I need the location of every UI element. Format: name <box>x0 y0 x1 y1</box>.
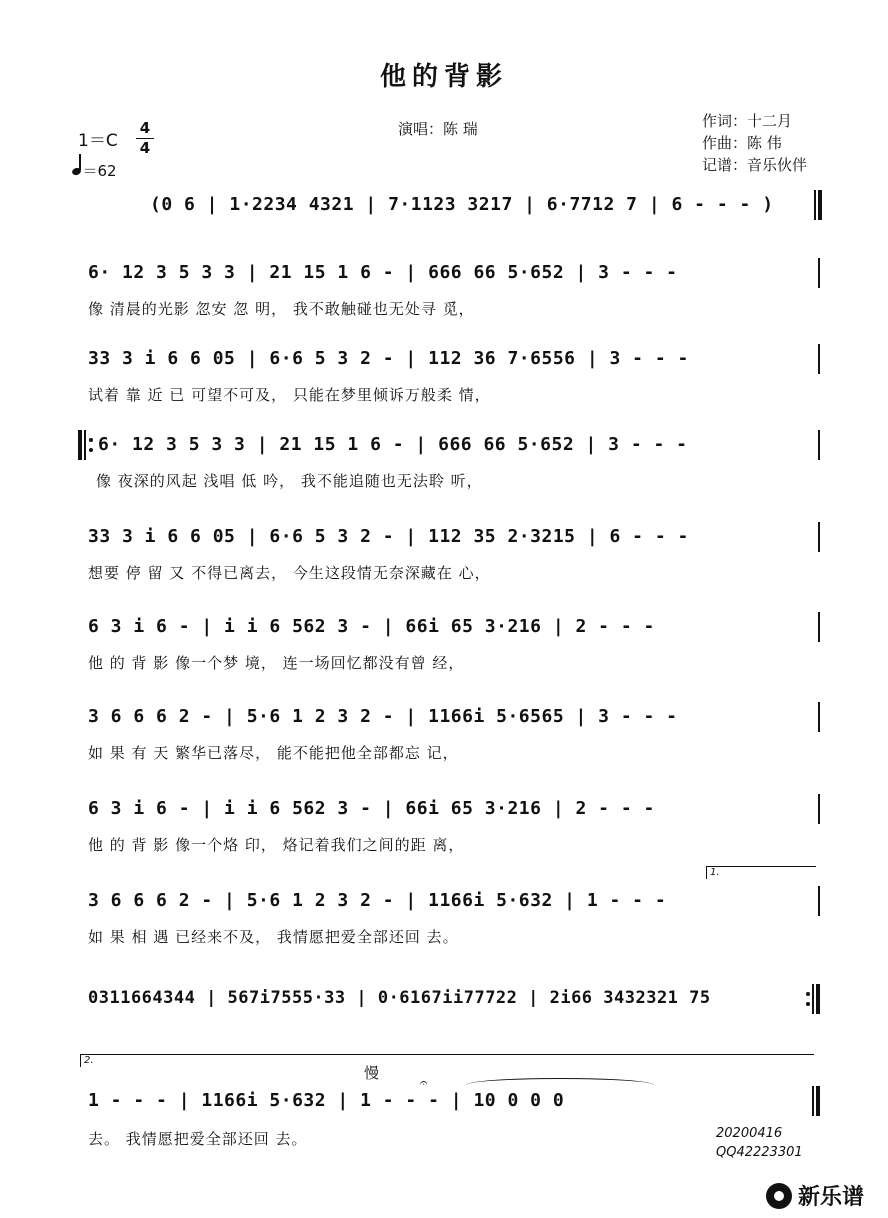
fermata-icon: 𝄐 <box>420 1076 428 1091</box>
lyrics-line-8: 如 果 相 遇 已经来不及， 我情愿把爱全部还回 去。 <box>88 928 459 946</box>
transcriber-credit: 记谱：音乐伙伴 <box>702 156 808 174</box>
notes-line-7: 6 3 i 6 - | i i 6 562 3 - | 66i 65 3·216 | 2 - - - <box>88 798 655 819</box>
tempo-slow-mark: 慢 <box>364 1064 380 1082</box>
notes-line-3: 6· 12 3 5 3 3 | 21 15 1 6 - | 666 66 5·652 | 3 - - - <box>98 434 688 455</box>
notes-line-9: 0311664344 | 567i7555·33 | 0·6167ii77722 | 2i66 3432321 75 <box>88 988 711 1008</box>
notes-line-4: 33 3 i 6 6 05 | 6·6 5 3 2 - | 112 35 2·3215 | 6 - - - <box>88 526 689 547</box>
lyrics-line-6: 如 果 有 天 繁华已落尽， 能不能把他全部都忘 记， <box>88 744 459 762</box>
notes-line-2: 33 3 i 6 6 05 | 6·6 5 3 2 - | 112 36 7·6556 | 3 - - - <box>88 348 689 369</box>
tempo-value: ＝62 <box>82 162 117 180</box>
singer-credit: 演唱：陈 瑞 <box>398 120 478 138</box>
lyrics-line-10: 去。 我情愿把爱全部还回 去。 <box>88 1130 308 1148</box>
lyrics-line-2: 试着 靠 近 已 可望不可及， 只能在梦里倾诉万般柔 情， <box>88 386 491 404</box>
volta-2: 2. <box>80 1054 814 1067</box>
lyrics-line-1: 像 清晨的光影 忽安 忽 明， 我不敢触碰也无处寻 觅， <box>88 300 475 318</box>
volta-1: 1. <box>706 866 816 879</box>
notes-line-10: 1 - - - | 1166i 5·632 | 1 - - - | 10 0 0 0 <box>88 1090 565 1111</box>
brand-name: 新乐谱 <box>798 1185 865 1210</box>
time-signature <box>136 120 154 157</box>
page-title: 他的背影 <box>379 62 508 92</box>
tempo-marking <box>72 160 117 181</box>
notes-line-5: 6 3 i 6 - | i i 6 562 3 - | 66i 65 3·216 | 2 - - - <box>88 616 655 637</box>
music-disc-icon <box>766 1183 792 1209</box>
lyrics-line-7: 他 的 背 影 像一个烙 印， 烙记着我们之间的距 离， <box>88 836 465 854</box>
transcriber-qq: QQ42223301 <box>716 1145 803 1160</box>
notes-line-0: (0 6 | 1·2234 4321 | 7·1123 3217 | 6·7712 7 | 6 - - - ) <box>150 194 774 215</box>
composer-credit: 作曲：陈 伟 <box>702 134 782 152</box>
notes-line-8: 3 6 6 6 2 - | 5·6 1 2 3 2 - | 1166i 5·632 | 1 - - - <box>88 890 667 911</box>
lyrics-line-4: 想要 停 留 又 不得已离去， 今生这段情无奈深藏在 心， <box>88 564 491 582</box>
lyrics-line-3: 像 夜深的风起 浅唱 低 吟， 我不能追随也无法聆 听， <box>96 472 483 490</box>
key-signature: 1＝C <box>78 131 118 151</box>
transcription-date: 20200416 <box>716 1126 783 1141</box>
notes-line-1: 6· 12 3 5 3 3 | 21 15 1 6 - | 666 66 5·652 | 3 - - - <box>88 262 678 283</box>
lyrics-line-5: 他 的 背 影 像一个梦 境， 连一场回忆都没有曾 经， <box>88 654 465 672</box>
brand-logo[interactable] <box>766 1180 864 1211</box>
time-signature-bottom: 4 <box>139 139 151 157</box>
notes-line-6: 3 6 6 6 2 - | 5·6 1 2 3 2 - | 1166i 5·6565 | 3 - - - <box>88 706 678 727</box>
lyricist-credit: 作词：十二月 <box>702 112 793 130</box>
time-signature-top: 4 <box>139 119 151 137</box>
